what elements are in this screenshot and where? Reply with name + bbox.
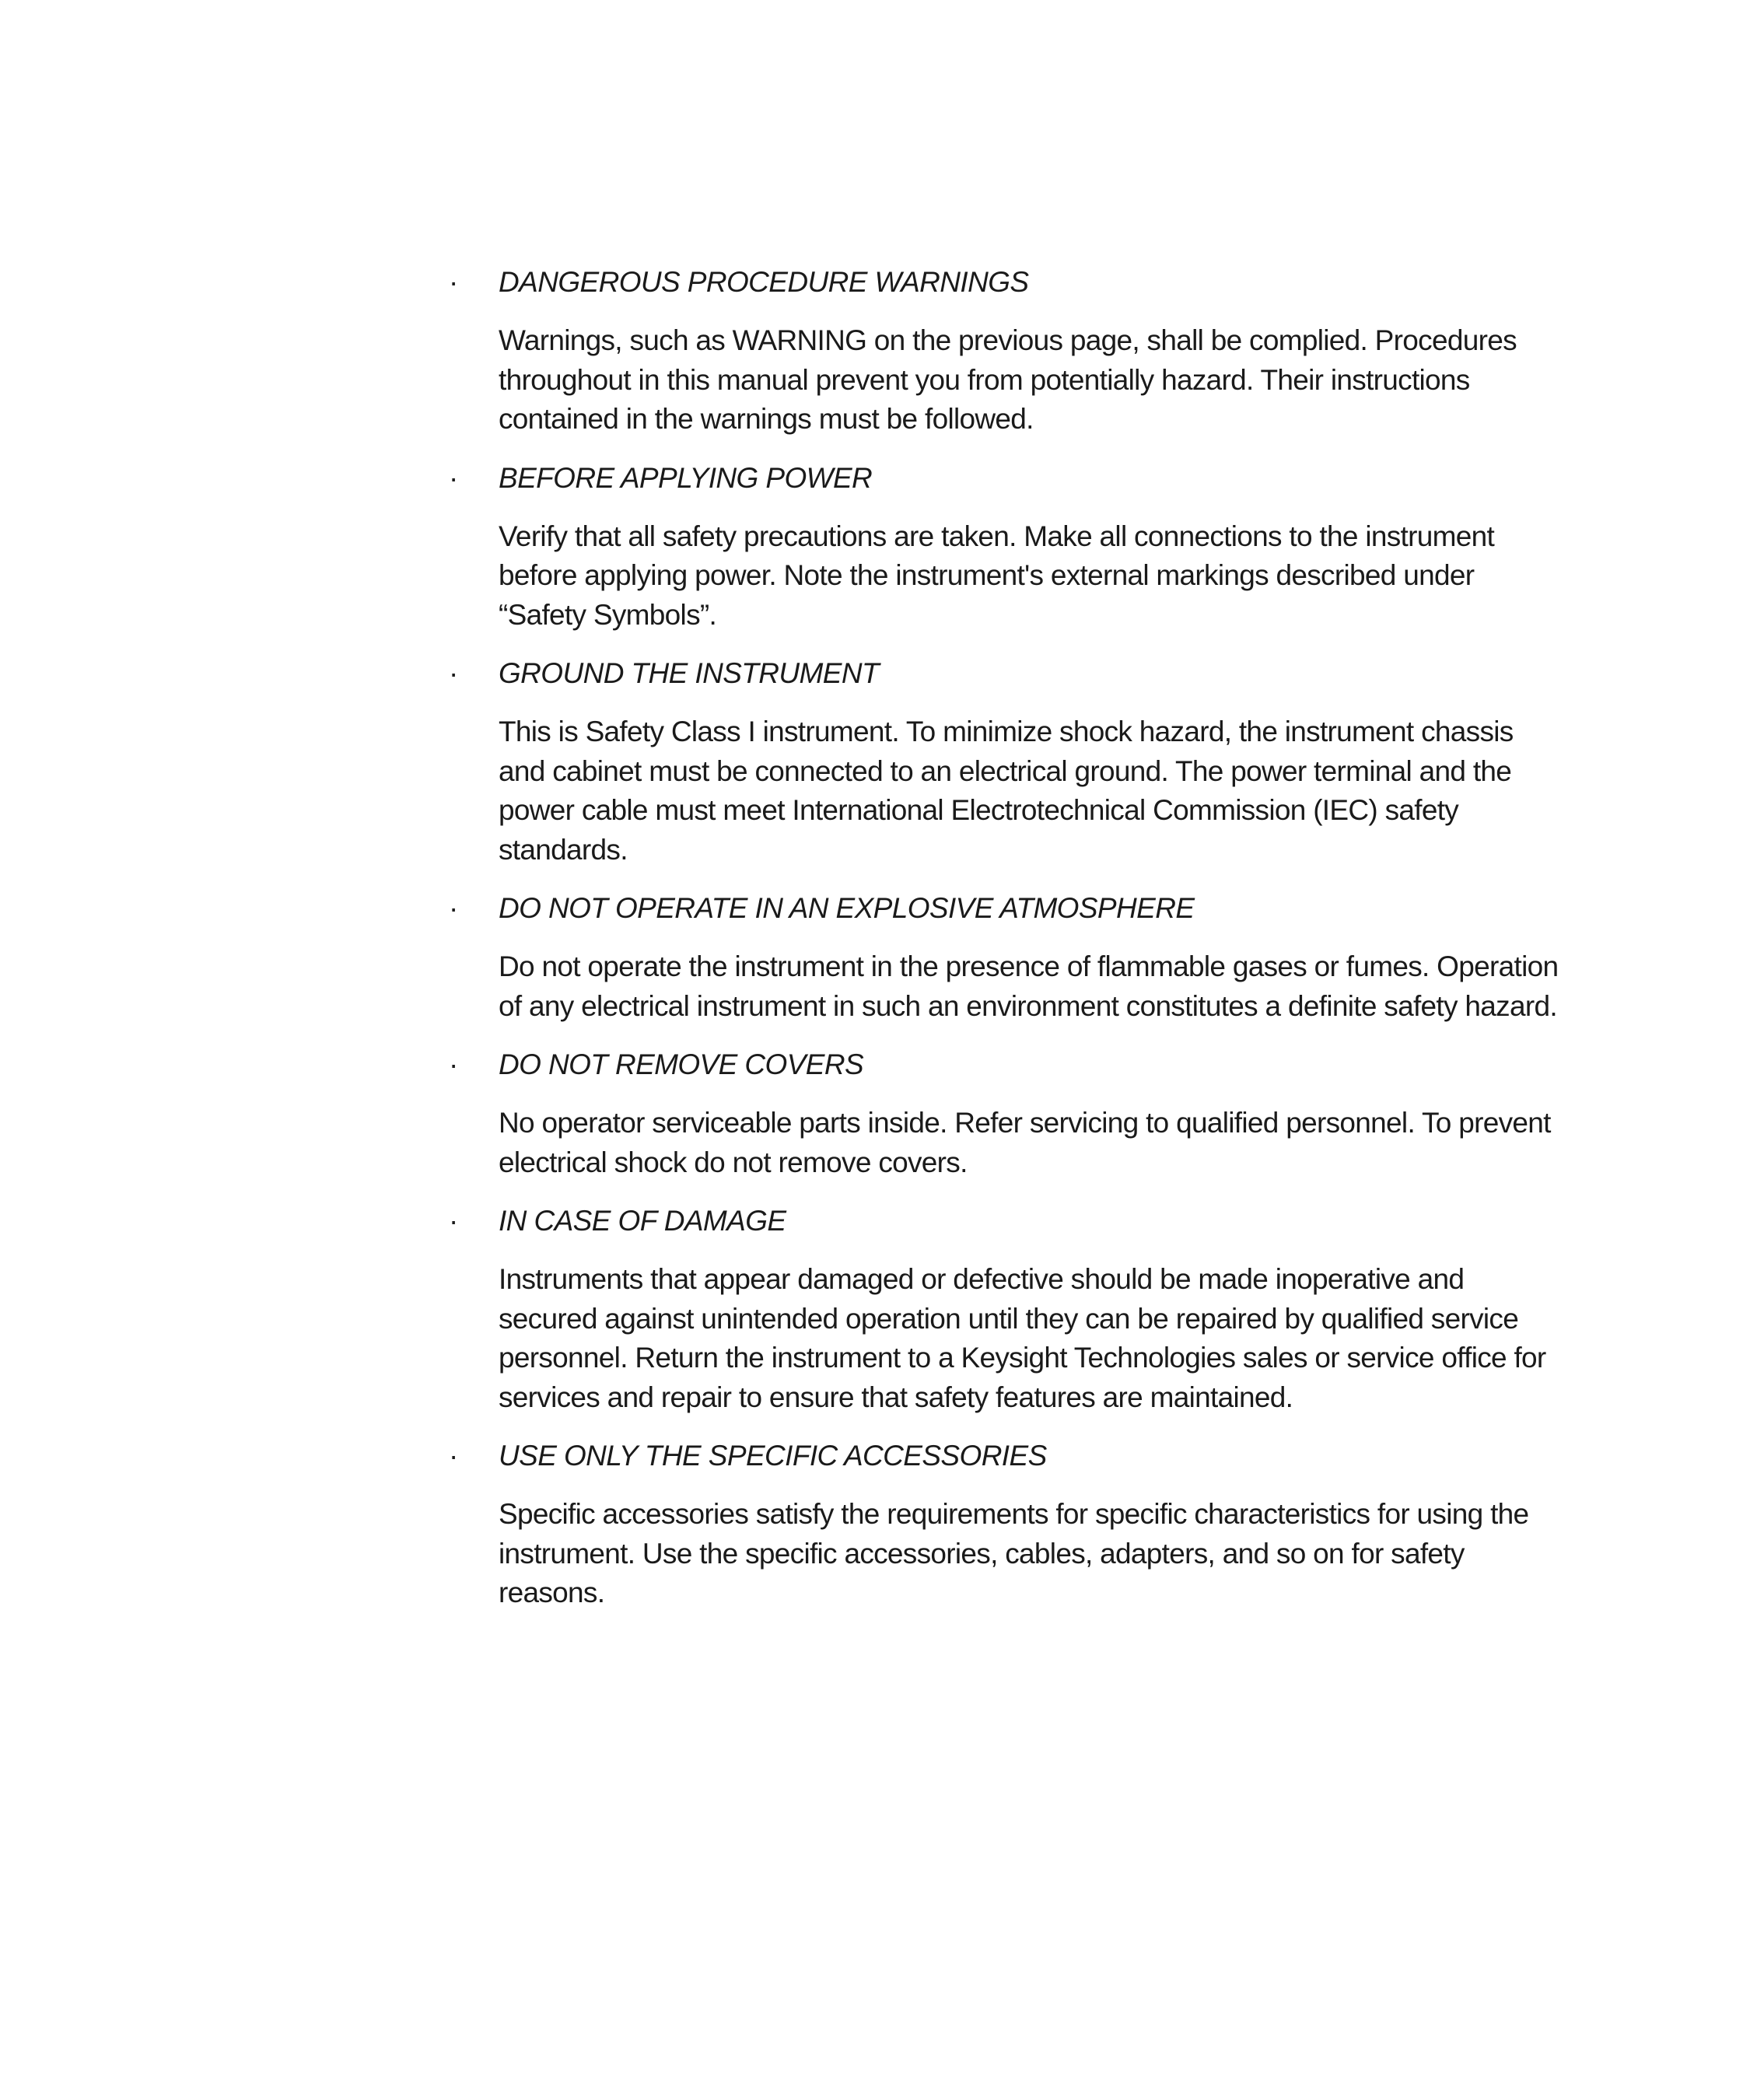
bullet-marker: ·: [449, 1440, 459, 1472]
item-heading: GROUND THE INSTRUMENT: [499, 657, 879, 689]
item-body: Verify that all safety precautions are taken. Make all connections to the instrument before applying power. Note the instrument's external markings described under “Safety Symbols”.: [499, 520, 1495, 631]
safety-item-dangerous-procedure-warnings: [449, 263, 1569, 439]
item-body: This is Safety Class I instrument. To minimize shock hazard, the instrument chassis and cabinet must be connected to an electrical ground. The power terminal and the power cable must meet International Electrotechnical Commission (IEC) safety standards.: [499, 716, 1514, 866]
safety-item-do-not-remove-covers: [449, 1045, 1569, 1182]
item-heading: DO NOT OPERATE IN AN EXPLOSIVE ATMOSPHERE: [499, 892, 1195, 924]
bullet-marker: ·: [449, 266, 459, 298]
item-body: Warnings, such as WARNING on the previous page, shall be complied. Procedures throughout in this manual prevent you from potentially hazard. Their instructions contained in the warnings must be followed.: [499, 324, 1517, 435]
safety-item-ground-the-instrument: [449, 654, 1569, 870]
item-heading: BEFORE APPLYING POWER: [499, 461, 873, 494]
item-body: Do not operate the instrument in the presence of flammable gases or fumes. Operation of any electrical instrument in such an environment constitutes a definite safety hazard.: [499, 950, 1559, 1022]
safety-item-in-case-of-damage: [449, 1202, 1569, 1417]
bullet-marker: ·: [449, 1048, 459, 1080]
safety-item-before-applying-power: [449, 459, 1569, 635]
item-body: Instruments that appear damaged or defective should be made inoperative and secured against unintended operation until they can be repaired by qualified service personnel. Return the instrument to a Keysight Technologies sales or service office for services and repair to ensure that safety features are maintained.: [499, 1263, 1546, 1413]
bullet-marker: ·: [449, 1205, 459, 1237]
item-heading: DANGEROUS PROCEDURE WARNINGS: [499, 266, 1029, 298]
item-heading: USE ONLY THE SPECIFIC ACCESSORIES: [499, 1440, 1047, 1472]
item-heading: IN CASE OF DAMAGE: [499, 1205, 786, 1237]
bullet-marker: ·: [449, 461, 459, 494]
safety-list: [449, 263, 1569, 1613]
safety-item-specific-accessories: [449, 1437, 1569, 1613]
item-body: Specific accessories satisfy the requirements for specific characteristics for using the instrument. Use the specific accessories, cables, adapters, and so on for safety reasons.: [499, 1498, 1529, 1608]
bullet-marker: ·: [449, 892, 459, 924]
item-heading: DO NOT REMOVE COVERS: [499, 1048, 864, 1080]
bullet-marker: ·: [449, 657, 459, 689]
item-body: No operator serviceable parts inside. Refer servicing to qualified personnel. To prevent electrical shock do not remove covers.: [499, 1107, 1551, 1178]
safety-item-explosive-atmosphere: [449, 889, 1569, 1026]
